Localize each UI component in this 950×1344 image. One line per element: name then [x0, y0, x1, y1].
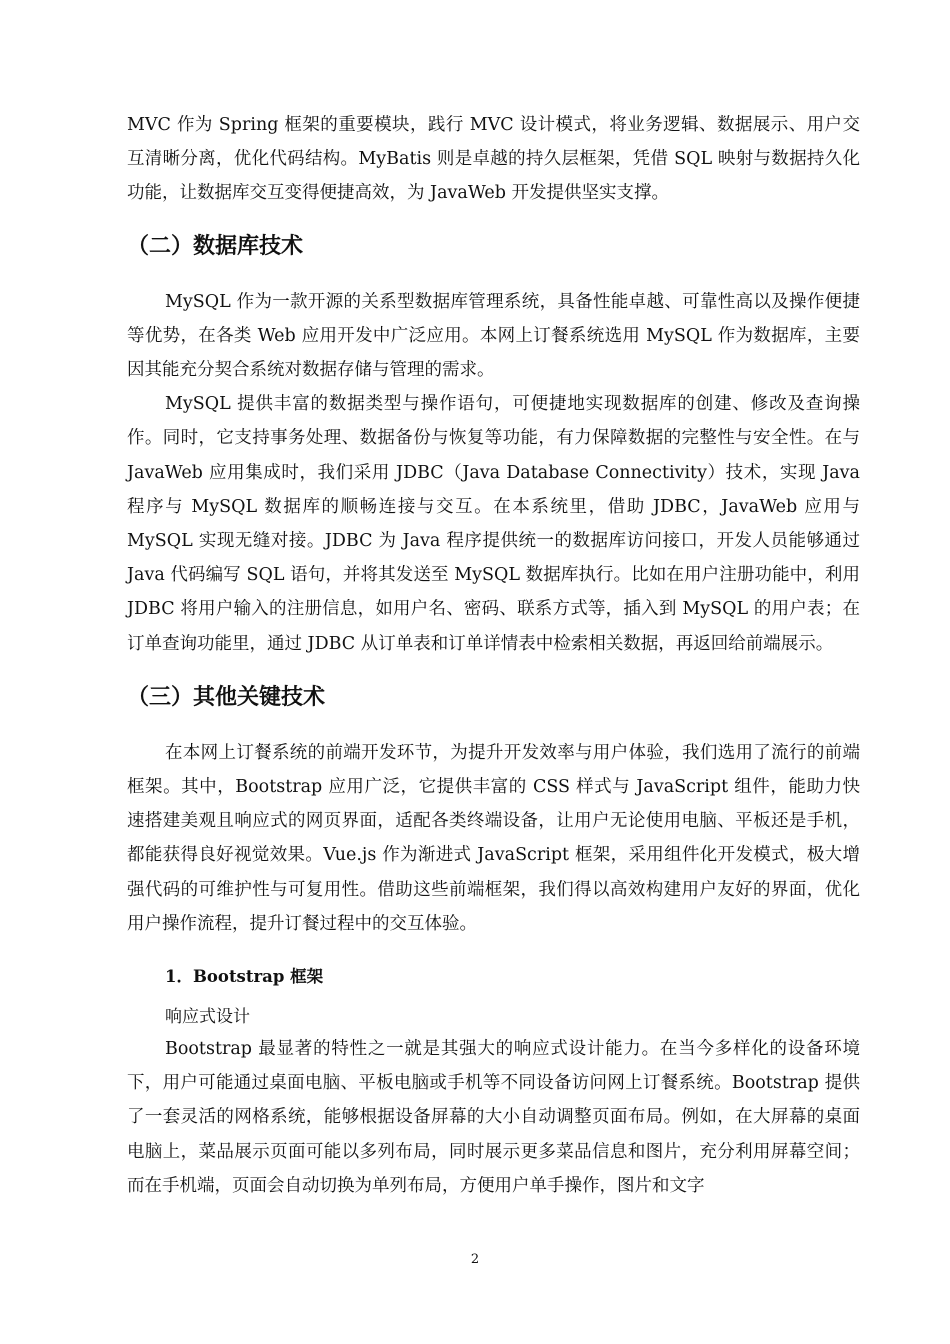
paragraph-intro-mvc: MVC 作为 Spring 框架的重要模块，践行 MVC 设计模式，将业务逻辑、数据展示、用户交互清晰分离，优化代码结构。MyBatis 则是卓越的持久层框架，凭借 SQL 映射与数据持久化功能，让数据库交互变得便捷高效，为 JavaWeb 开发提供坚实支撑。 [127, 115, 860, 204]
page-number: 2 [470, 1252, 480, 1267]
paragraph-bootstrap-responsive: Bootstrap 最显著的特性之一就是其强大的响应式设计能力。在当今多样化的设备环境下，用户可能通过桌面电脑、平板电脑或手机等不同设备访问网上订餐系统。Bootstrap 提供了一套灵活的网格系统，能够根据设备屏幕的大小自动调整页面布局。例如，在大屏幕的桌面电脑上，菜品展示页面可能以多列布局，同时展示更多菜品信息和图片，充分利用屏幕空间；而在手机端，页面会自动切换为单列布局，方便用户单手操作，图片和文字 [127, 1039, 860, 1196]
paragraph-mysql-jdbc: MySQL 提供丰富的数据类型与操作语句，可便捷地实现数据库的创建、修改及查询操作。同时，它支持事务处理、数据备份与恢复等功能，有力保障数据的完整性与安全性。在与 JavaWeb 应用集成时，我们采用 JDBC（Java Database Connectivity）技术，实现 Java 程序与 MySQL 数据库的顺畅连接与交互。在本系统里，借助 JDBC，JavaWeb 应用与 MySQL 实现无缝对接。JDBC 为 Java 程序提供统一的数据库访问接口，开发人员能够通过 Java 代码编写 SQL 语句，并将其发送至 MySQL 数据库执行。比如在用户注册功能中，利用 JDBC 将用户输入的注册信息，如用户名、密码、联系方式等，插入到 MySQL 的用户表；在订单查询功能里，通过 JDBC 从订单表和订单详情表中检索相关数据，再返回给前端展示。 [127, 394, 860, 654]
section-heading-other-tech: （三）其他关键技术 [127, 684, 326, 710]
subsection-label-responsive: 响应式设计 [165, 1007, 250, 1028]
page-content [127, 108, 860, 1203]
subsection-heading-bootstrap: 1．Bootstrap 框架 [165, 967, 324, 987]
paragraph-frontend-frameworks: 在本网上订餐系统的前端开发环节，为提升开发效率与用户体验，我们选用了流行的前端框架。其中，Bootstrap 应用广泛，它提供丰富的 CSS 样式与 JavaScript 组件，能助力快速搭建美观且响应式的网页界面，适配各类终端设备，让用户无论使用电脑、平板还是手机，都能获得良好视觉效果。Vue.js 作为渐进式 JavaScript 框架，采用组件化开发模式，极大增强代码的可维护性与可复用性。借助这些前端框架，我们得以高效构建用户友好的界面，优化用户操作流程，提升订餐过程中的交互体验。 [127, 742, 860, 934]
paragraph-mysql-intro: MySQL 作为一款开源的关系型数据库管理系统，具备性能卓越、可靠性高以及操作便捷等优势，在各类 Web 应用开发中广泛应用。本网上订餐系统选用 MySQL 作为数据库，主要因其能充分契合系统对数据存储与管理的需求。 [127, 291, 860, 381]
section-heading-database: （二）数据库技术 [127, 233, 304, 259]
